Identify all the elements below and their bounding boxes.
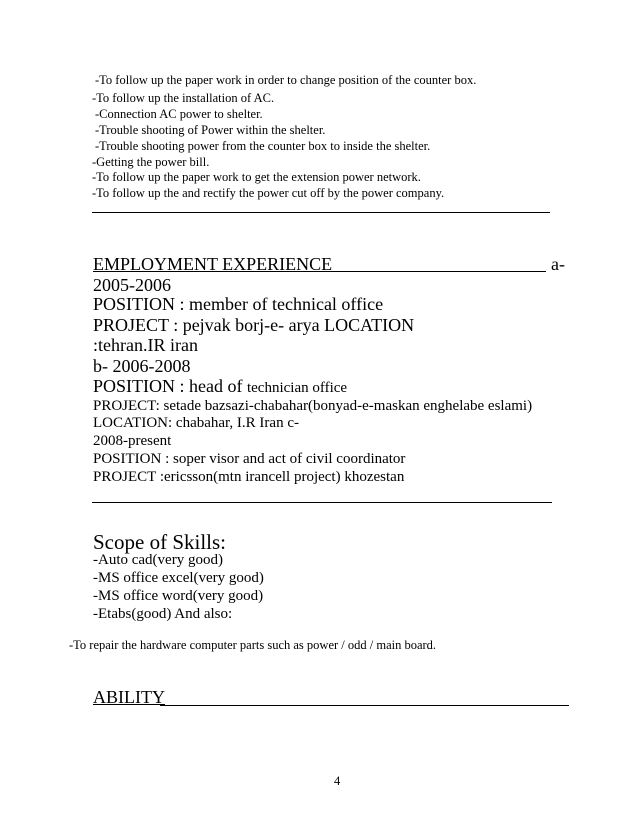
skills-heading: Scope of Skills: [93, 530, 227, 554]
skill-item: -Etabs(good) And also: [93, 606, 233, 622]
ability-underline [160, 705, 569, 706]
entry-a-years: 2005-2006 [93, 275, 171, 295]
duty-item: -To follow up the paper work to get the extension power network. [92, 170, 421, 184]
duty-item: -Getting the power bill. [92, 155, 210, 169]
hardware-note: -To repair the hardware computer parts such as power / odd / main board. [69, 638, 437, 652]
entry-b-position-suffix: technician office [246, 380, 348, 396]
entry-a-project: PROJECT : pejvak borj-e- arya LOCATION [93, 315, 415, 335]
skill-item: -Auto cad(very good) [93, 552, 223, 568]
duty-item: -Connection AC power to shelter. [95, 107, 263, 121]
duty-item: -To follow up the and rectify the power cut off by the power company. [92, 186, 445, 200]
entry-b-position [93, 376, 347, 397]
entry-a-marker: a- [551, 254, 565, 274]
section-divider [92, 212, 550, 213]
duty-item: -Trouble shooting power from the counter box to inside the shelter. [95, 139, 431, 153]
duty-item: -To follow up the installation of AC. [92, 91, 275, 105]
entry-c-years: 2008-present [93, 433, 172, 449]
ability-heading: ABILITY [93, 687, 165, 707]
entry-b-location: LOCATION: chabahar, I.R Iran c- [93, 415, 299, 431]
heading-underline [318, 271, 546, 272]
page-number: 4 [334, 774, 341, 788]
entry-c-position: POSITION : soper visor and act of civil coordinator [93, 451, 406, 467]
entry-b-years: b- 2006-2008 [93, 356, 191, 376]
duty-item: -Trouble shooting of Power within the shelter. [95, 123, 326, 137]
skill-item: -MS office excel(very good) [93, 570, 264, 586]
entry-b-position-prefix: POSITION : head of [93, 376, 247, 396]
employment-heading: EMPLOYMENT EXPERIENCE [93, 254, 333, 274]
entry-a-location: :tehran.IR iran [93, 335, 198, 355]
skill-item: -MS office word(very good) [93, 588, 264, 604]
entry-b-project: PROJECT: setade bazsazi-chabahar(bonyad-e-maskan enghelabe eslami) [93, 398, 533, 414]
duty-item: -To follow up the paper work in order to change position of the counter box. [95, 73, 477, 87]
entry-a-position: POSITION : member of technical office [93, 294, 384, 314]
section-divider [92, 502, 552, 503]
entry-c-project: PROJECT :ericsson(mtn irancell project) khozestan [93, 469, 405, 485]
